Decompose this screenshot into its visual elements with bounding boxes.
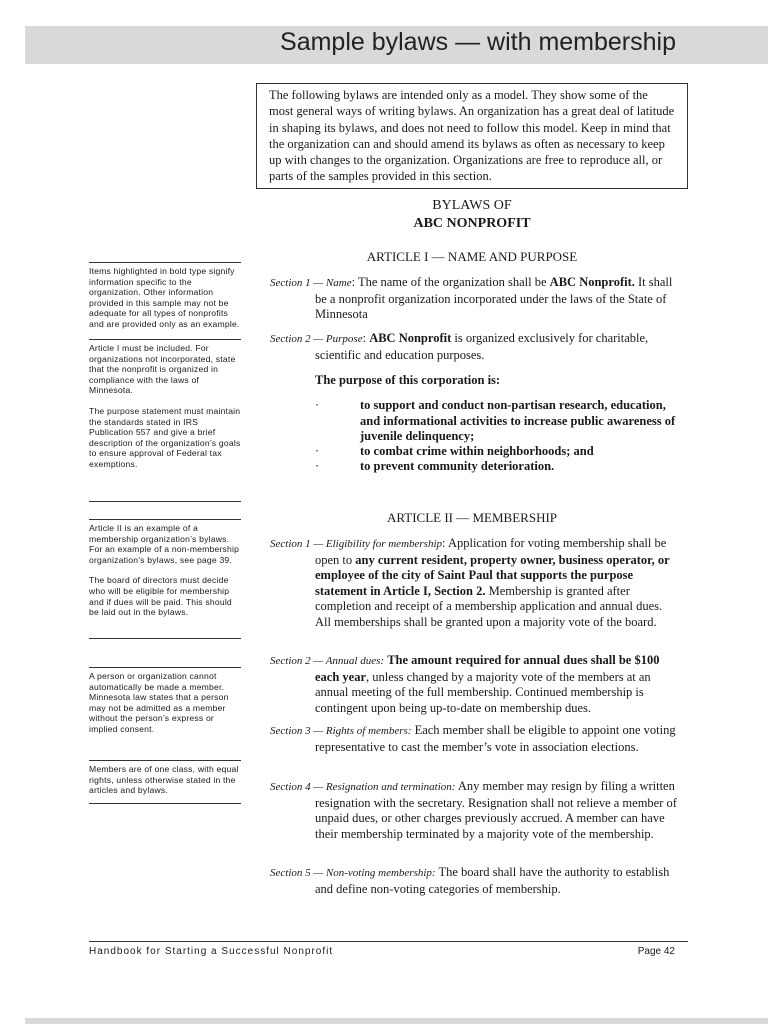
margin-note: Items highlighted in bold type signify information specific to the organization. Other information provided in this sample may not be adequate for all types of nonprofits and are provided only as an example.	[89, 262, 241, 330]
page-number: Page 42	[637, 946, 675, 957]
bylaws-title-line1: BYLAWS OF	[432, 198, 512, 213]
list-item: · to prevent community deterioration.	[315, 459, 555, 473]
section-label: Section 3 — Rights of members:	[270, 725, 412, 737]
section-label: Section 2 — Purpose	[270, 333, 363, 345]
margin-note: Article II is an example of a membership organization’s bylaws. For an example of a non-membership organization’s bylaws, see page 39. The board of directors must decide who will be eligible for membership and if dues will be paid. This should be laid out in the bylaws.	[89, 519, 241, 618]
article2-section1: Section 1 — Eligibility for membership: Application for voting membership shall be open to any current resident, property owner, business operator, or employee of the city of Saint Paul that supports the purpose statement in Article I, Section 2. Membership is granted after completion and receipt of a membership application and annual dues. All memberships shall be granted upon a majority vote of the board.	[270, 536, 670, 629]
article2-section3: Section 3 — Rights of members: Each member shall be eligible to appoint one voting representative to cast the member’s vote in association elections.	[270, 723, 676, 754]
bottom-band	[25, 1018, 768, 1024]
article1-heading: ARTICLE I — NAME AND PURPOSE	[366, 249, 578, 264]
footer-divider	[89, 941, 688, 942]
divider	[89, 638, 241, 639]
list-item: · to combat crime within neighborhoods; and	[315, 444, 594, 458]
bylaws-title-line2: ABC NONPROFIT	[413, 216, 531, 231]
divider	[89, 803, 241, 804]
intro-text: The following bylaws are intended only as a model. They show some of the most general ways of writing bylaws. An organization has a great deal of latitude in shaping its bylaws, and does not need to follow this model. Keep in mind that the organization can and should amend its bylaws as often as necessary to keep up with changes to the organization. Organizations are free to reproduce all, or parts of the samples provided in this section.	[269, 88, 675, 184]
article2-section5: Section 5 — Non-voting membership: The board shall have the authority to establish and define non-voting categories of membership.	[270, 865, 670, 896]
section-label: Section 5 — Non-voting membership:	[270, 867, 436, 879]
article2-section2: Section 2 — Annual dues: The amount required for annual dues shall be $100 each year, unless changed by a majority vote of the members at an annual meeting of the full membership. Continued membership is contingent upon being up-to-date on membership dues.	[270, 653, 660, 715]
margin-note: Members are of one class, with equal rights, unless otherwise stated in the articles and bylaws.	[89, 760, 241, 796]
page-header	[25, 26, 768, 64]
article2-section4: Section 4 — Resignation and termination: Any member may resign by filing a written resignation with the secretary. Resignation shall not relieve a member of unpaid dues, or other charges previously accrued. A member can have their membership terminated by a majority vote of the membership.	[270, 779, 677, 841]
article2-heading: ARTICLE II — MEMBERSHIP	[386, 510, 558, 525]
intro-box	[256, 83, 688, 189]
section-label: Section 1 — Name	[270, 277, 352, 289]
section-label: Section 2 — Annual dues:	[270, 655, 385, 667]
divider	[89, 501, 241, 502]
list-item: · to support and conduct non-partisan research, education, and informational activities to increase public awareness of juvenile delinquency;	[315, 398, 676, 443]
margin-note: A person or organization cannot automatically be made a member. Minnesota law states that a person may not be admitted as a member without the person’s express or implied consent.	[89, 667, 241, 735]
article1-section2: Section 2 — Purpose: ABC Nonprofit is organized exclusively for charitable, scientific and education purposes.	[270, 331, 649, 362]
section-label: Section 4 — Resignation and termination:	[270, 781, 456, 793]
margin-note: Article I must be included. For organizations not incorporated, state that the nonprofit is organized in compliance with the laws of Minnesota. The purpose statement must maintain the standards stated in IRS Publication 557 and give a brief description of the organization’s goals to ensure approval of Federal tax exemptions.	[89, 339, 241, 470]
section-label: Section 1 — Eligibility for membership	[270, 538, 443, 550]
article1-section1: Section 1 — Name: The name of the organization shall be ABC Nonprofit. It shall be a nonprofit organization incorporated under the laws of the State of Minnesota	[270, 275, 673, 321]
footer-handbook-title: Handbook for Starting a Successful Nonprofit	[89, 946, 334, 957]
purpose-heading: The purpose of this corporation is:	[315, 373, 501, 387]
page-title: Sample bylaws — with membership	[280, 28, 676, 56]
